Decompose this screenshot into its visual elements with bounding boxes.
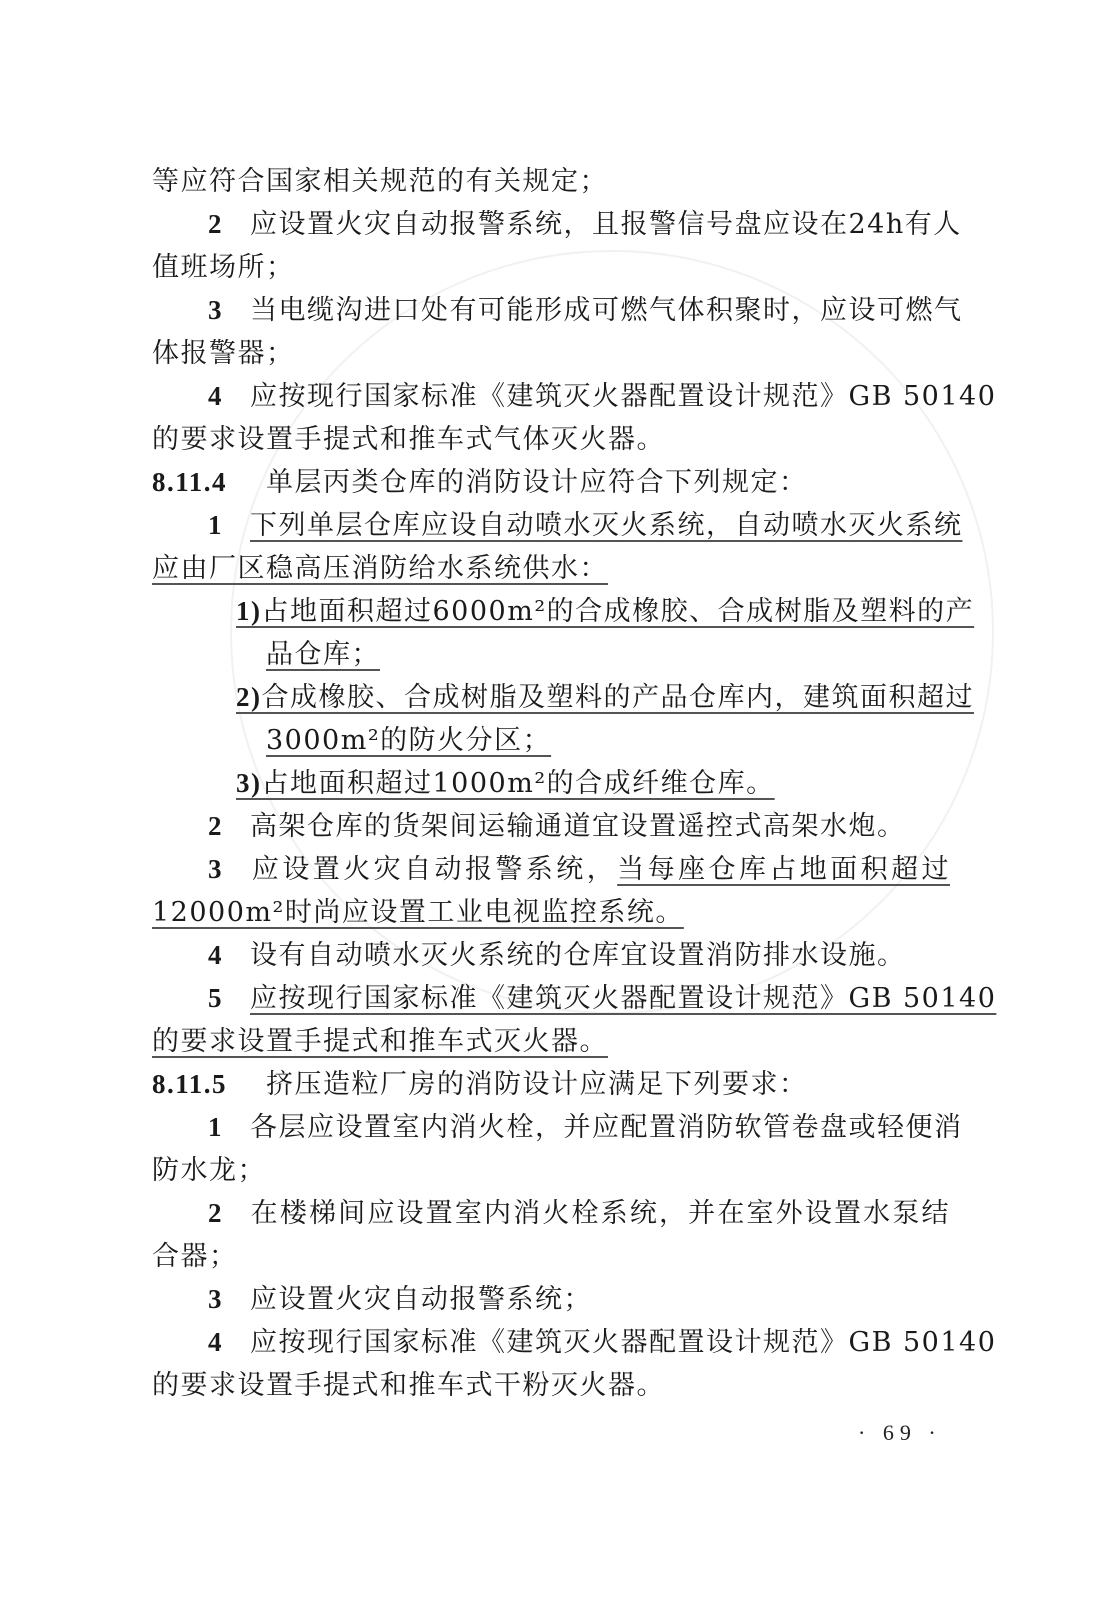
list-item <box>152 504 963 547</box>
section-number: 8.11.5 <box>152 1069 228 1099</box>
text-line <box>152 1020 950 1063</box>
section-text: 挤压造粒厂房的消防设计应满足下列要求： <box>266 1069 808 1100</box>
item-number: 3 <box>208 295 223 325</box>
section-number: 8.11.4 <box>152 467 228 497</box>
item-text: 下列单层仓库应设自动喷水灭火系统，自动喷水灭火系统 <box>250 510 963 541</box>
sub-item <box>152 676 974 719</box>
sub-item-text: 占地面积超过6000m²的合成橡胶、合成树脂及塑料的产 <box>261 596 975 627</box>
item-text: 在楼梯间应设置室内消火栓系统，并在室外设置水泵结 <box>250 1198 950 1229</box>
text: 应由厂区稳高压消防给水系统供水： <box>152 553 608 584</box>
item-text: 应按现行国家标准《建筑灭火器配置设计规范》GB 50140 <box>250 381 997 412</box>
item-text-underlined: 当每座仓库占地面积超过 <box>617 854 951 885</box>
list-item <box>152 805 950 848</box>
item-text: 应按现行国家标准《建筑灭火器配置设计规范》GB 50140 <box>250 1327 997 1358</box>
document-body <box>152 160 997 1407</box>
text-line <box>152 1149 950 1192</box>
item-number: 5 <box>208 983 223 1013</box>
text: 12000m²时尚应设置工业电视监控系统。 <box>152 897 684 928</box>
list-item <box>152 289 963 332</box>
text-line <box>152 246 950 289</box>
item-number: 1 <box>208 1112 223 1142</box>
list-item <box>152 1321 997 1364</box>
text-line <box>152 1364 950 1407</box>
item-text: 应按现行国家标准《建筑灭火器配置设计规范》GB 50140 <box>250 983 997 1014</box>
list-item <box>152 203 962 246</box>
text-line <box>152 547 950 590</box>
list-item <box>152 848 950 891</box>
sub-item-number: 1) <box>236 596 262 626</box>
text-line <box>152 332 950 375</box>
sub-item-text: 占地面积超过1000m²的合成纤维仓库。 <box>261 768 775 799</box>
page-number: · 69 · <box>858 1420 942 1445</box>
list-item <box>152 934 950 977</box>
text: 等应符合国家相关规范的有关规定； <box>152 166 608 197</box>
item-text: 应设置火灾自动报警系统， <box>250 854 618 885</box>
text: 体报警器； <box>152 338 295 369</box>
item-number: 4 <box>208 1327 223 1357</box>
sub-item-number: 3) <box>236 768 262 798</box>
item-number: 2 <box>208 209 223 239</box>
item-text: 设有自动喷水灭火系统的仓库宜设置消防排水设施。 <box>250 940 906 971</box>
text-line <box>152 1235 950 1278</box>
text-line <box>152 891 950 934</box>
text: 值班场所； <box>152 252 295 283</box>
list-item <box>152 1106 963 1149</box>
sub-item <box>152 590 975 633</box>
sub-item-text: 合成橡胶、合成树脂及塑料的产品仓库内，建筑面积超过 <box>261 682 974 713</box>
sub-item <box>152 762 950 805</box>
item-number: 3 <box>208 854 223 884</box>
text: 的要求设置手提式和推车式灭火器。 <box>152 1026 608 1057</box>
section-heading <box>152 1063 950 1106</box>
item-number: 2 <box>208 1198 223 1228</box>
text-line <box>152 418 950 461</box>
item-number: 1 <box>208 510 223 540</box>
item-text: 高架仓库的货架间运输通道宜设置遥控式高架水炮。 <box>250 811 906 842</box>
text: 3000m²的防火分区； <box>266 725 552 756</box>
item-number: 4 <box>208 381 223 411</box>
item-text: 各层应设置室内消火栓，并应配置消防软管卷盘或轻便消 <box>250 1112 963 1143</box>
list-item <box>152 977 997 1020</box>
list-item <box>152 1192 950 1235</box>
text-line <box>152 160 950 203</box>
item-text: 应设置火灾自动报警系统，且报警信号盘应设在24h有人 <box>250 209 962 240</box>
list-item <box>152 1278 950 1321</box>
section-heading <box>152 461 950 504</box>
text-line <box>152 633 950 676</box>
item-number: 4 <box>208 940 223 970</box>
section-text: 单层丙类仓库的消防设计应符合下列规定： <box>266 467 808 498</box>
sub-item-number: 2) <box>236 682 262 712</box>
text: 的要求设置手提式和推车式气体灭火器。 <box>152 424 665 455</box>
text: 防水龙； <box>152 1155 266 1186</box>
list-item <box>152 375 997 418</box>
text-line <box>152 719 950 762</box>
text: 的要求设置手提式和推车式干粉灭火器。 <box>152 1370 665 1401</box>
text: 品仓库； <box>266 639 380 670</box>
text: 合器； <box>152 1241 238 1272</box>
item-text: 当电缆沟进口处有可能形成可燃气体积聚时，应设可燃气 <box>250 295 963 326</box>
item-number: 2 <box>208 811 223 841</box>
item-text: 应设置火灾自动报警系统； <box>250 1284 592 1315</box>
item-number: 3 <box>208 1284 223 1314</box>
